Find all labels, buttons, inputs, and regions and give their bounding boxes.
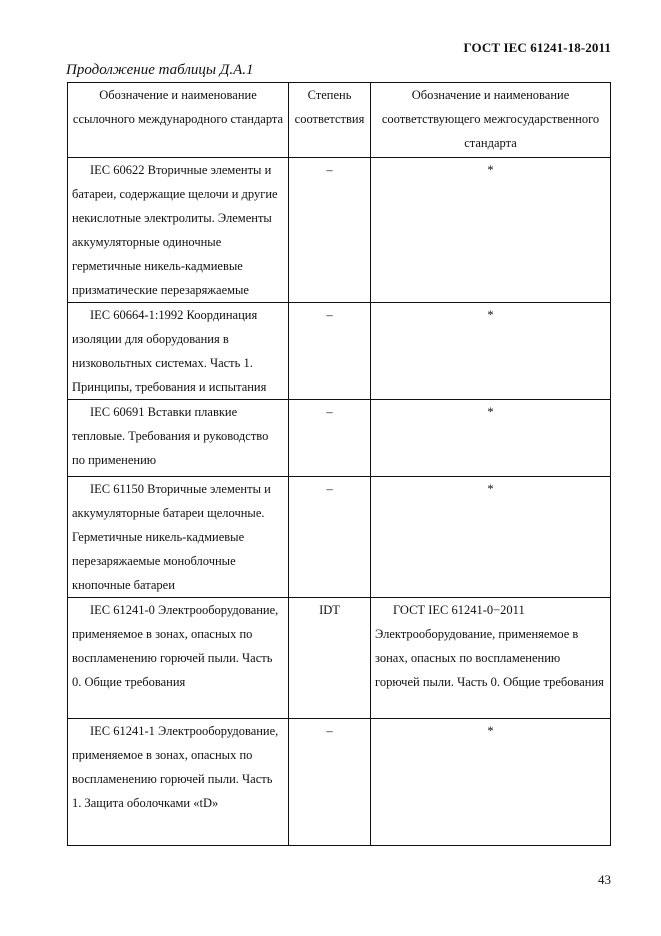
header-interstate-standard: Обозначение и наименование соответствующего межгосударственного стандарта (371, 83, 611, 158)
cell-degree: IDT (289, 598, 371, 719)
cell-degree: – (289, 719, 371, 846)
cell-interstate-standard: * (371, 303, 611, 400)
cell-reference-standard: IEC 60622 Вторичные элементы и батареи, содержащие щелочи и другие некислотные электролиты. Элементы аккумуляторные одиночные герметичные никель-кадмиевые призматические перезаряжаемые (68, 158, 289, 303)
cell-degree: – (289, 303, 371, 400)
cell-interstate-standard: * (371, 400, 611, 477)
cell-reference-standard: IEC 60691 Вставки плавкие тепловые. Требования и руководство по применению (68, 400, 289, 477)
cell-reference-standard: IEC 61241-0 Электрооборудование, применяемое в зонах, опасных по воспламенению горючей пыли. Часть 0. Общие требования (68, 598, 289, 719)
reference-standards-table (67, 82, 611, 846)
cell-reference-standard: IEC 60664-1:1992 Координация изоляции для оборудования в низковольтных системах. Часть 1. Принципы, требования и испытания (68, 303, 289, 400)
cell-interstate-standard: ГОСТ IEC 61241-0−2011 Электрооборудование, применяемое в зонах, опасных по воспламенению горючей пыли. Часть 0. Общие требования (371, 598, 611, 719)
cell-interstate-standard: * (371, 477, 611, 598)
cell-interstate-standard: * (371, 719, 611, 846)
header-degree: Степень соответствия (289, 83, 371, 158)
page-number: 43 (598, 872, 611, 887)
cell-degree: – (289, 158, 371, 303)
table-header-row (68, 83, 611, 158)
cell-degree: – (289, 400, 371, 477)
cell-degree: – (289, 477, 371, 598)
table-row (68, 400, 611, 477)
table-row (68, 158, 611, 303)
table-row (68, 719, 611, 846)
table-row (68, 477, 611, 598)
table-row (68, 598, 611, 719)
cell-reference-standard: IEC 61150 Вторичные элементы и аккумуляторные батареи щелочные. Герметичные никель-кадмиевые перезаряжаемые моноблочные кнопочные батареи (68, 477, 289, 598)
table-row (68, 303, 611, 400)
table-caption: Продолжение таблицы Д.А.1 (66, 62, 254, 78)
document-code: ГОСТ IEC 61241-18-2011 (463, 40, 611, 55)
cell-reference-standard: IEC 61241-1 Электрооборудование, применяемое в зонах, опасных по воспламенению горючей пыли. Часть 1. Защита оболочками «tD» (68, 719, 289, 846)
cell-interstate-standard: * (371, 158, 611, 303)
header-international-standard: Обозначение и наименование ссылочного международного стандарта (68, 83, 289, 158)
